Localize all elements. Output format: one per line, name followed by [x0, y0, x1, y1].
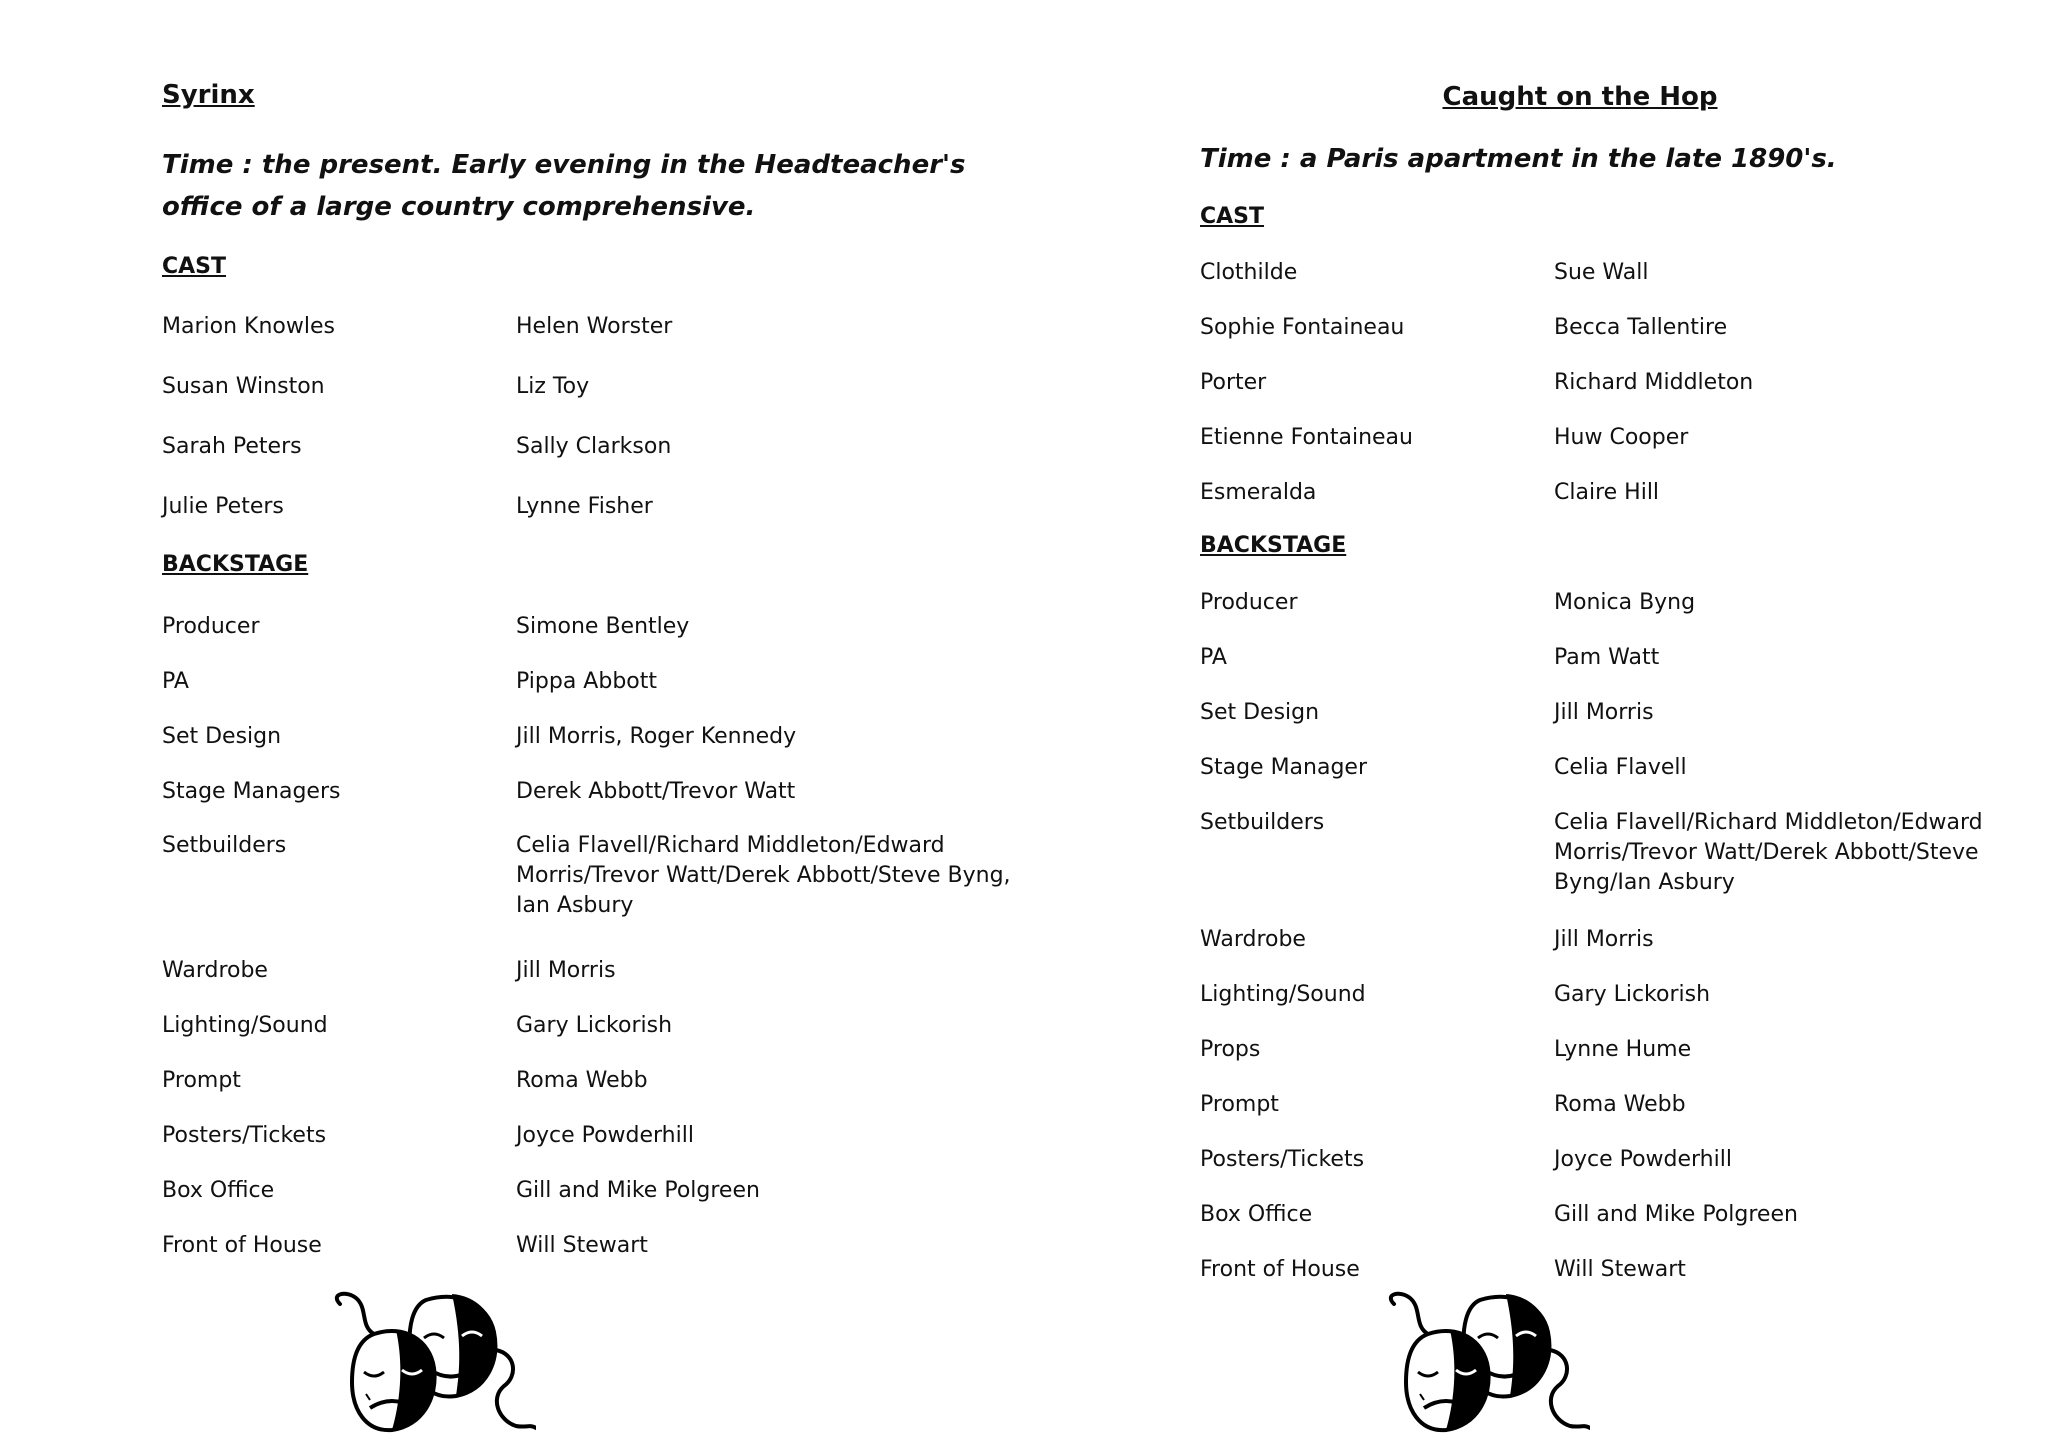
character-name: Marion Knowles [162, 314, 335, 339]
crew-role: Front of House [162, 1233, 322, 1258]
crew-role: Box Office [1200, 1202, 1313, 1227]
theatre-masks-icon [1380, 1290, 1590, 1439]
crew-name: Lynne Hume [1554, 1037, 1692, 1062]
crew-name: Simone Bentley [516, 614, 690, 639]
actor-name: Sally Clarkson [516, 434, 672, 459]
crew-name: Joyce Powderhill [1554, 1147, 1732, 1172]
play-setting: Time : a Paris apartment in the late 1890's. [1200, 144, 1837, 174]
crew-role: Stage Manager [1200, 755, 1367, 780]
crew-name: Pam Watt [1554, 645, 1660, 670]
actor-name: Sue Wall [1554, 260, 1649, 285]
actor-name: Liz Toy [516, 374, 590, 399]
cast-heading: CAST [162, 254, 227, 279]
actor-name: Becca Tallentire [1554, 315, 1728, 340]
actor-name: Claire Hill [1554, 480, 1660, 505]
crew-role: Prompt [1200, 1092, 1279, 1117]
actor-name: Helen Worster [516, 314, 673, 339]
character-name: Esmeralda [1200, 480, 1317, 505]
backstage-heading: BACKSTAGE [162, 552, 309, 577]
crew-name: Will Stewart [1554, 1257, 1686, 1282]
crew-name: Jill Morris [516, 958, 616, 983]
crew-name: Pippa Abbott [516, 669, 657, 694]
crew-role: Stage Managers [162, 779, 341, 804]
crew-role: Wardrobe [1200, 927, 1306, 952]
crew-role: PA [1200, 645, 1227, 670]
crew-name: Gary Lickorish [516, 1013, 673, 1038]
crew-role: Lighting/Sound [1200, 982, 1366, 1007]
character-name: Clothilde [1200, 260, 1298, 285]
crew-role: Set Design [1200, 700, 1320, 725]
crew-role: Posters/Tickets [162, 1123, 327, 1148]
crew-name: Roma Webb [1554, 1092, 1686, 1117]
crew-role: Setbuilders [162, 833, 287, 858]
crew-name: Celia Flavell/Richard Middleton/Edward Morris/Trevor Watt/Derek Abbott/Steve Byng, Ian Asbury [516, 833, 1011, 918]
crew-role: Setbuilders [1200, 810, 1325, 835]
crew-name: Joyce Powderhill [516, 1123, 694, 1148]
play-title: Caught on the Hop [1442, 82, 1718, 112]
actor-name: Richard Middleton [1554, 370, 1754, 395]
character-name: Susan Winston [162, 374, 325, 399]
crew-role: Box Office [162, 1178, 275, 1203]
crew-role: Producer [162, 614, 260, 639]
crew-name: Gary Lickorish [1554, 982, 1711, 1007]
crew-name: Jill Morris [1554, 927, 1654, 952]
character-name: Julie Peters [162, 494, 284, 519]
play-title: Syrinx [162, 80, 255, 110]
crew-role: Posters/Tickets [1200, 1147, 1365, 1172]
crew-role: Wardrobe [162, 958, 268, 983]
crew-name: Gill and Mike Polgreen [1554, 1202, 1798, 1227]
actor-name: Huw Cooper [1554, 425, 1689, 450]
crew-name: Will Stewart [516, 1233, 648, 1258]
crew-name: Derek Abbott/Trevor Watt [516, 779, 796, 804]
crew-role: PA [162, 669, 189, 694]
character-name: Sarah Peters [162, 434, 302, 459]
character-name: Sophie Fontaineau [1200, 315, 1405, 340]
crew-name: Monica Byng [1554, 590, 1696, 615]
backstage-heading: BACKSTAGE [1200, 533, 1347, 558]
crew-name: Jill Morris [1554, 700, 1654, 725]
crew-role: Producer [1200, 590, 1298, 615]
theatre-masks-icon [326, 1290, 536, 1439]
cast-heading: CAST [1200, 204, 1265, 229]
character-name: Porter [1200, 370, 1267, 395]
crew-role: Props [1200, 1037, 1261, 1062]
crew-role: Front of House [1200, 1257, 1360, 1282]
crew-role: Prompt [162, 1068, 241, 1093]
actor-name: Lynne Fisher [516, 494, 653, 519]
crew-name: Gill and Mike Polgreen [516, 1178, 760, 1203]
crew-name: Celia Flavell [1554, 755, 1687, 780]
crew-name: Roma Webb [516, 1068, 648, 1093]
crew-role: Lighting/Sound [162, 1013, 328, 1038]
crew-name: Jill Morris, Roger Kennedy [516, 724, 797, 749]
play-setting: Time : the present. Early evening in the Headteacher's office of a large country comprehensive. [162, 150, 966, 222]
crew-role: Set Design [162, 724, 282, 749]
crew-name: Celia Flavell/Richard Middleton/Edward Morris/Trevor Watt/Derek Abbott/Steve Byng/Ian Asbury [1554, 810, 1983, 895]
character-name: Etienne Fontaineau [1200, 425, 1413, 450]
